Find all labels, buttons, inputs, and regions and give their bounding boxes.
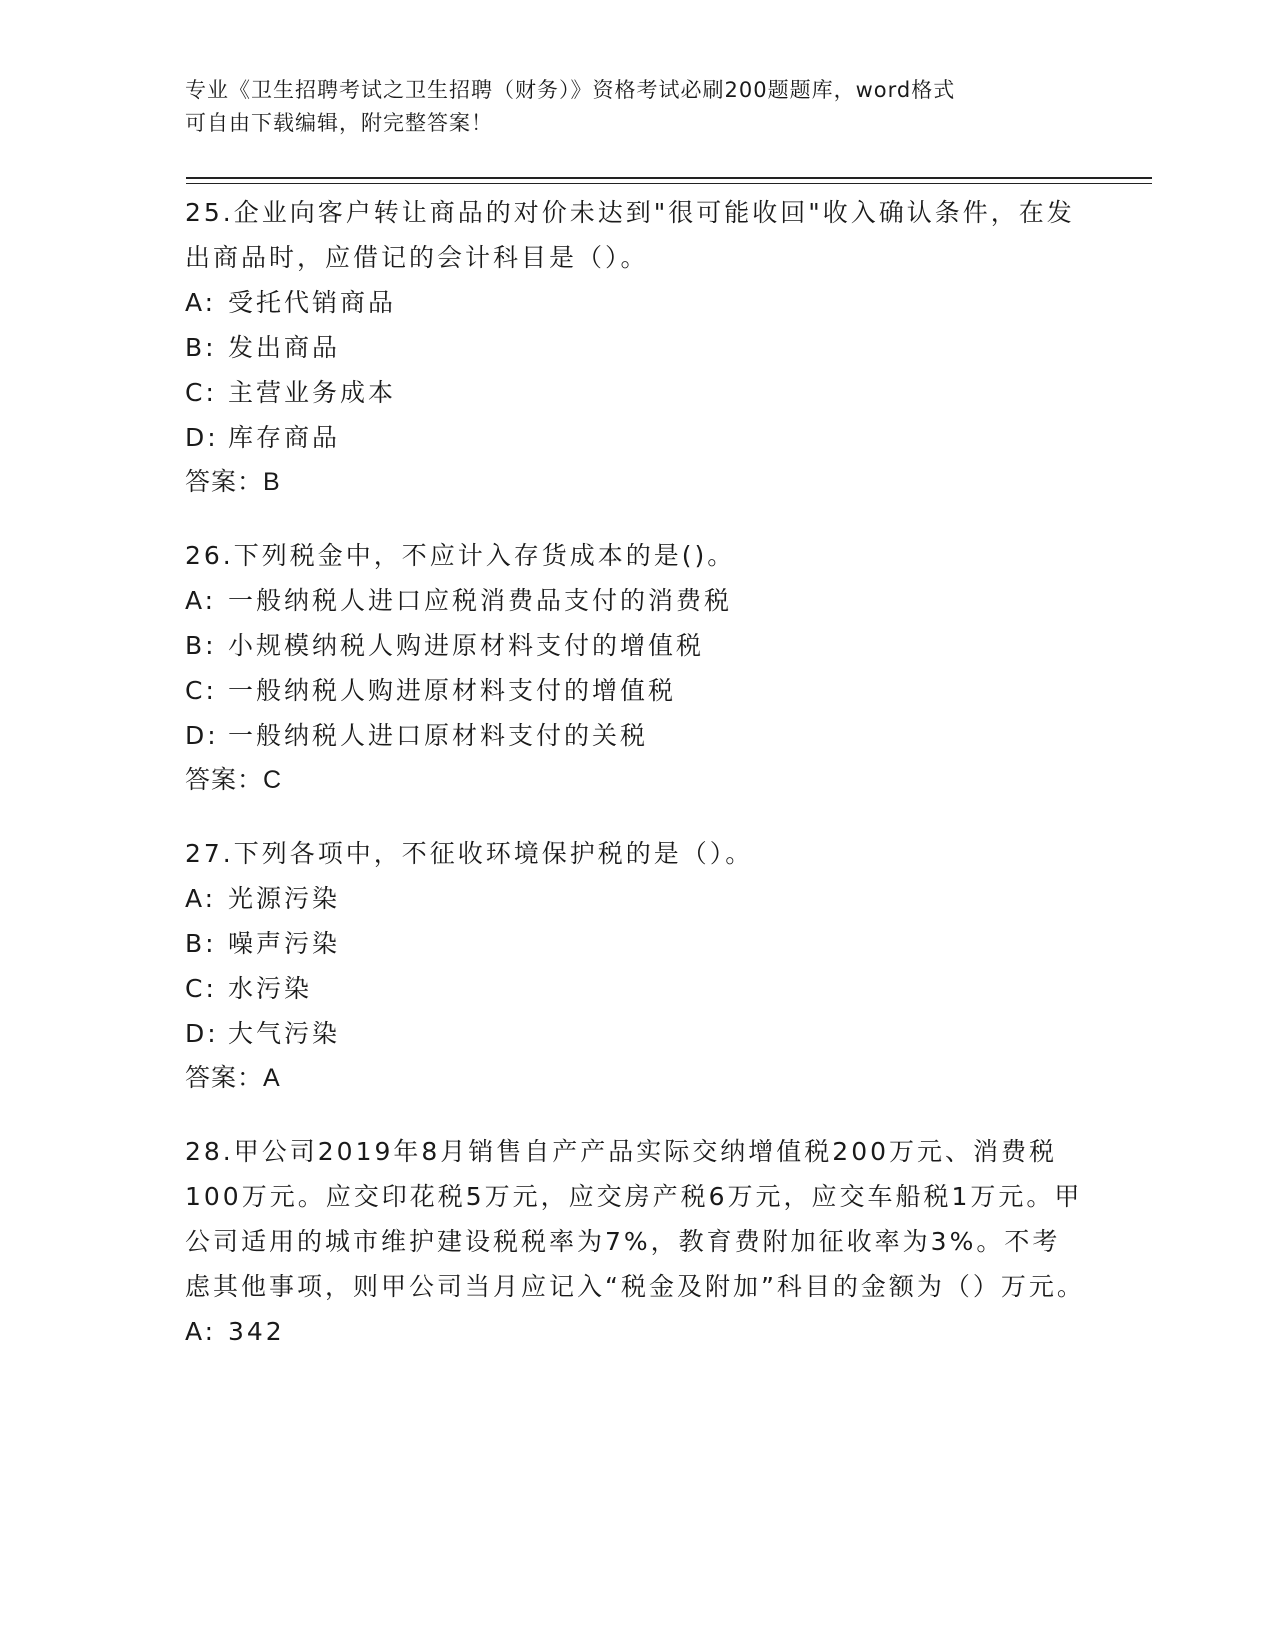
- answer: 答案：B: [185, 468, 281, 496]
- option-text: 小规模纳税人购进原材料支付的增值税: [228, 631, 705, 660]
- option-letter: C:: [185, 676, 217, 705]
- option-a: [185, 1309, 1085, 1354]
- header-divider-thin: [186, 183, 1152, 184]
- question-27: [185, 831, 1085, 1101]
- question-text: 26.下列税金中，不应计入存货成本的是()。: [185, 541, 736, 570]
- option-text: 342: [228, 1317, 285, 1346]
- question-text: 25.企业向客户转让商品的对价未达到"很可能收回"收入确认条件，在发出商品时，应借记的会计科目是（）。: [185, 198, 1075, 272]
- header-line-1: 专业《卫生招聘考试之卫生招聘（财务）》资格考试必刷200题题库，word格式: [185, 78, 956, 102]
- option-b: [185, 921, 1085, 966]
- option-d: [185, 713, 1085, 758]
- option-text: 一般纳税人进口应税消费品支付的消费税: [228, 586, 733, 615]
- option-text: 大气污染: [228, 1019, 341, 1048]
- option-text: 受托代销商品: [228, 288, 397, 317]
- option-letter: A:: [185, 1317, 217, 1346]
- option-text: 库存商品: [228, 423, 341, 452]
- option-letter: A:: [185, 884, 217, 913]
- option-text: 发出商品: [228, 333, 341, 362]
- question-25: [185, 190, 1085, 505]
- option-letter: D:: [185, 721, 219, 750]
- option-d: [185, 1011, 1085, 1056]
- option-b: [185, 325, 1085, 370]
- option-text: 主营业务成本: [228, 378, 397, 407]
- option-letter: C:: [185, 378, 217, 407]
- option-text: 噪声污染: [228, 929, 341, 958]
- option-a: [185, 280, 1085, 325]
- answer: 答案：C: [185, 766, 283, 794]
- question-28: [185, 1129, 1085, 1354]
- option-a: [185, 876, 1085, 921]
- option-c: [185, 668, 1085, 713]
- option-b: [185, 623, 1085, 668]
- option-d: [185, 415, 1085, 460]
- header-divider-thick: [186, 177, 1152, 179]
- question-26: [185, 533, 1085, 803]
- option-letter: A:: [185, 586, 217, 615]
- option-letter: B:: [185, 929, 217, 958]
- answer: 答案：A: [185, 1064, 281, 1092]
- option-letter: A:: [185, 288, 217, 317]
- document-header: [185, 74, 1065, 140]
- option-text: 一般纳税人购进原材料支付的增值税: [228, 676, 677, 705]
- option-text: 水污染: [228, 974, 313, 1003]
- option-letter: D:: [185, 423, 219, 452]
- option-c: [185, 370, 1085, 415]
- option-a: [185, 578, 1085, 623]
- question-text: 28.甲公司2019年8月销售自产产品实际交纳增值税200万元、消费税100万元。应交印花税5万元，应交房产税6万元，应交车船税1万元。甲公司适用的城市维护建设税税率为7%，教育费附加征收率为3%。不考虑其他事项，则甲公司当月应记入“税金及附加”科目的金额为（）万元。: [185, 1137, 1085, 1301]
- option-letter: B:: [185, 333, 217, 362]
- question-text: 27.下列各项中，不征收环境保护税的是（）。: [185, 839, 754, 868]
- option-text: 光源污染: [228, 884, 341, 913]
- header-line-2: 可自由下载编辑，附完整答案！: [185, 111, 493, 135]
- option-letter: C:: [185, 974, 217, 1003]
- option-letter: B:: [185, 631, 217, 660]
- option-c: [185, 966, 1085, 1011]
- question-list: [185, 190, 1085, 1382]
- option-text: 一般纳税人进口原材料支付的关税: [228, 721, 649, 750]
- option-letter: D:: [185, 1019, 219, 1048]
